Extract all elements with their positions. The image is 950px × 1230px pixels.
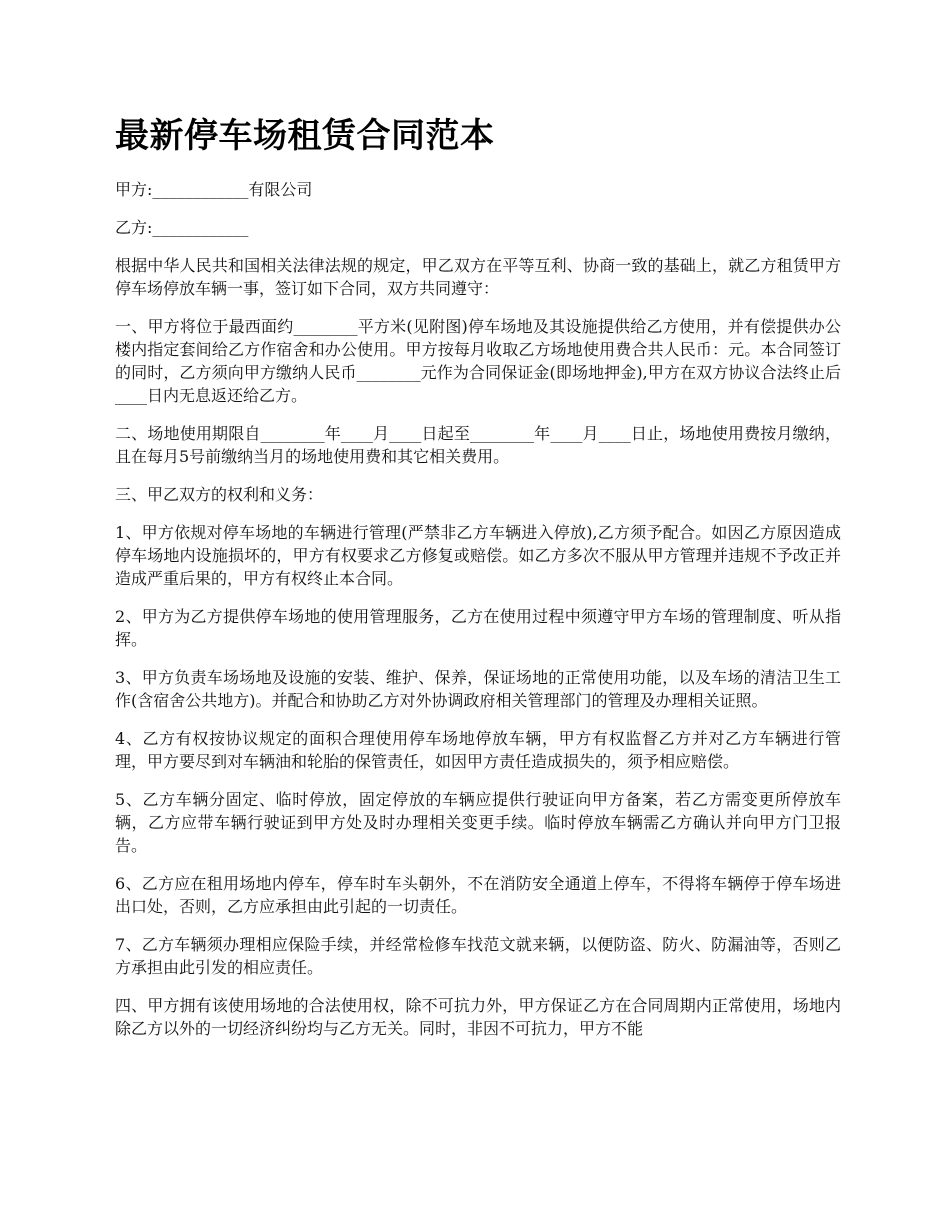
preamble-paragraph: 根据中华人民共和国相关法律法规的规定，甲乙双方在平等互利、协商一致的基础上，就乙方租赁甲方停车场停放车辆一事，签订如下合同，双方共同遵守： <box>115 256 841 298</box>
party-a-line: 甲方:____________有限公司 <box>115 180 313 199</box>
clause-1-paragraph: 一、甲方将位于最西面约________平方米(见附图)停车场地及其设施提供给乙方使用，并有偿提供办公楼内指定套间给乙方作宿舍和办公使用。甲方按每月收取乙方场地使用费合共人民币：元。本合同签订的同时，乙方须向甲方缴纳人民币________元作为合同保证金(即场地押金),甲方在双方协议合法终止后____日内无息返还给乙方。 <box>115 317 841 405</box>
party-b-line: 乙方:____________ <box>115 218 249 237</box>
clause-3-item-5: 5、乙方车辆分固定、临时停放，固定停放的车辆应提供行驶证向甲方备案，若乙方需变更所停放车辆，乙方应带车辆行驶证到甲方处及时办理相关变更手续。临时停放车辆需乙方确认并向甲方门卫报告。 <box>115 790 841 855</box>
clause-3-item-3: 3、甲方负责车场场地及设施的安装、维护、保养，保证场地的正常使用功能，以及车场的清洁卫生工作(含宿舍公共地方)。并配合和协助乙方对外协调政府相关管理部门的管理及办理相关证照。 <box>115 668 841 710</box>
document-title: 最新停车场租赁合同范本 <box>115 116 495 156</box>
clause-4-paragraph: 四、甲方拥有该使用场地的合法使用权，除不可抗力外，甲方保证乙方在合同周期内正常使用，场地内除乙方以外的一切经济纠纷均与乙方无关。同时，非因不可抗力，甲方不能 <box>115 996 841 1038</box>
document-page <box>115 112 841 1055</box>
clause-3-item-4: 4、乙方有权按协议规定的面积合理使用停车场地停放车辆，甲方有权监督乙方并对乙方车辆进行管理，甲方要尽到对车辆油和轮胎的保管责任，如因甲方责任造成损失的，须予相应赔偿。 <box>115 729 841 771</box>
clause-2-paragraph: 二、场地使用期限自________年____月____日起至________年____月____日止，场地使用费按月缴纳，且在每月5号前缴纳当月的场地使用费和其它相关费用。 <box>115 424 841 466</box>
clause-3-item-7: 7、乙方车辆须办理相应保险手续，并经常检修车找范文就来辆，以便防盗、防火、防漏油等，否则乙方承担由此引发的相应责任。 <box>115 935 841 977</box>
clause-3-heading: 三、甲乙双方的权利和义务： <box>115 485 324 504</box>
clause-3-item-1: 1、甲方依规对停车场地的车辆进行管理(严禁非乙方车辆进入停放),乙方须予配合。如因乙方原因造成停车场地内设施损坏的，甲方有权要求乙方修复或赔偿。如乙方多次不服从甲方管理并违规不予改正并造成严重后果的，甲方有权终止本合同。 <box>115 523 841 588</box>
clause-3-item-6: 6、乙方应在租用场地内停车，停车时车头朝外，不在消防安全通道上停车，不得将车辆停于停车场进出口处，否则，乙方应承担由此引起的一切责任。 <box>115 874 841 916</box>
clause-3-item-2: 2、甲方为乙方提供停车场地的使用管理服务，乙方在使用过程中须遵守甲方车场的管理制度、听从指挥。 <box>115 607 841 649</box>
